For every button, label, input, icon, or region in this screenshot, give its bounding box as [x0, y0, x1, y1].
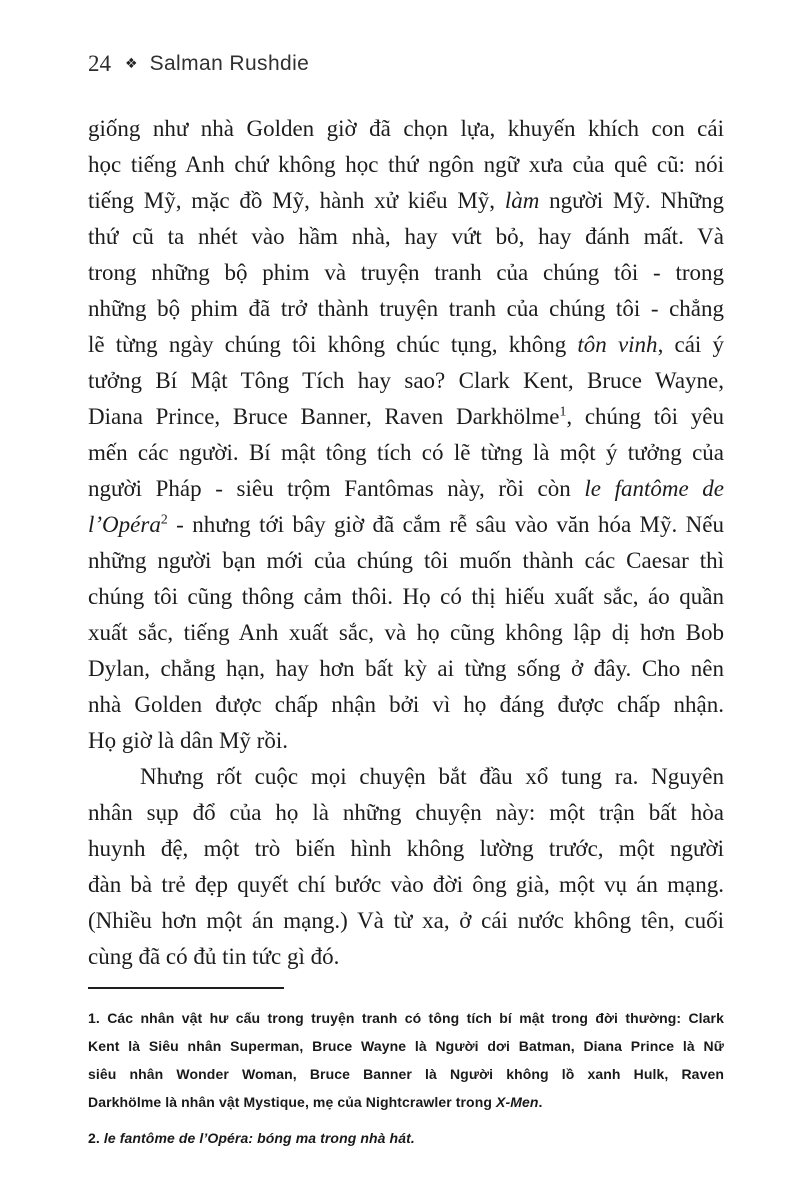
text-line [88, 1060, 724, 1088]
text-segment: , cái ý [657, 332, 724, 357]
diamond-ornament-icon: ❖ [125, 56, 138, 72]
footnote-marker: 1 [559, 403, 567, 419]
text-line [88, 615, 724, 651]
text-segment: huynh đệ, một trò biến hình không lường trước, một người [88, 836, 724, 861]
text-segment: nhà Golden được chấp nhận bởi vì họ đáng được chấp nhận. [88, 692, 724, 717]
footnote-separator [88, 987, 284, 989]
page-number: 24 [88, 51, 111, 76]
text-line [88, 1004, 724, 1032]
footnote [88, 1004, 724, 1116]
text-line [88, 471, 724, 507]
text-line [88, 363, 724, 399]
text-line [88, 795, 724, 831]
text-segment: Họ giờ là dân Mỹ rồi. [88, 728, 288, 753]
text-segment: Darkhölme là nhân vật Mystique, mẹ của Nightcrawler trong [88, 1094, 497, 1110]
text-segment: le fantôme de l’Opéra: bóng ma trong nhà hát. [103, 1130, 415, 1146]
paragraph [88, 759, 724, 975]
text-segment: X-Men [496, 1094, 539, 1110]
text-segment: Nhưng rốt cuộc mọi chuyện bắt đầu xổ tung ra. Nguyên [140, 764, 724, 789]
footnote-marker: 2 [160, 511, 168, 527]
paragraph [88, 111, 724, 759]
text-line [88, 723, 724, 759]
text-segment: l’Opéra [88, 512, 161, 537]
text-segment: giống như nhà Golden giờ đã chọn lựa, khuyến khích con cái [88, 116, 724, 141]
text-line [88, 507, 724, 543]
text-segment: mến các người. Bí mật tông tích có lẽ từng là một ý tưởng của [88, 440, 724, 465]
text-line [88, 831, 724, 867]
footnote [88, 1124, 724, 1152]
text-segment: , chúng tôi yêu [566, 404, 724, 429]
text-segment: cùng đã có đủ tin tức gì đó. [88, 944, 340, 969]
text-segment: nhân sụp đổ của họ là những chuyện này: một trận bất hòa [88, 800, 724, 825]
text-line [88, 687, 724, 723]
text-line [88, 579, 724, 615]
text-line [88, 867, 724, 903]
text-line [88, 759, 724, 795]
text-line [88, 939, 724, 975]
text-line [88, 111, 724, 147]
text-segment: - nhưng tới bây giờ đã cắm rễ sâu vào văn hóa Mỹ. Nếu [167, 512, 724, 537]
text-segment: . [538, 1094, 543, 1110]
text-line [88, 903, 724, 939]
text-segment: chúng tôi cũng thông cảm thôi. Họ có thị hiếu xuất sắc, áo quần [88, 584, 724, 609]
text-line [88, 543, 724, 579]
text-segment: lẽ từng ngày chúng tôi không chúc tụng, không [88, 332, 578, 357]
text-segment: 2. [88, 1130, 104, 1146]
text-segment: 1. Các nhân vật hư cấu trong truyện tranh có tông tích bí mật trong đời thường: Clark [88, 1010, 724, 1026]
text-segment: những người bạn mới của chúng tôi muốn thành các Caesar thì [88, 548, 724, 573]
text-segment: đàn bà trẻ đẹp quyết chí bước vào đời ông già, một vụ án mạng. [88, 872, 724, 897]
text-segment: Dylan, chẳng hạn, hay hơn bất kỳ ai từng sống ở đây. Cho nên [88, 656, 724, 681]
text-line [88, 291, 724, 327]
text-segment: tôn vinh [577, 332, 658, 357]
text-segment: (Nhiều hơn một án mạng.) Và từ xa, ở cái nước không tên, cuối [88, 908, 724, 933]
text-segment: những bộ phim đã trở thành truyện tranh của chúng tôi - chẳng [88, 296, 724, 321]
text-segment: học tiếng Anh chứ không học thứ ngôn ngữ xưa của quê cũ: nói [88, 152, 724, 177]
text-line [88, 1124, 724, 1152]
text-segment: làm [504, 188, 540, 213]
text-segment: người Pháp - siêu trộm Fantômas này, rồi còn [88, 476, 585, 501]
text-segment: xuất sắc, tiếng Anh xuất sắc, và họ cũng không lập dị hơn Bob [88, 620, 724, 645]
text-line [88, 327, 724, 363]
text-line [88, 435, 724, 471]
text-segment: siêu nhân Wonder Woman, Bruce Banner là Người không lồ xanh Hulk, Raven [88, 1066, 724, 1082]
body-text [88, 111, 724, 975]
page-header [88, 50, 724, 78]
text-line [88, 399, 724, 435]
text-line [88, 147, 724, 183]
text-line [88, 1088, 724, 1116]
text-segment: tiếng Mỹ, mặc đồ Mỹ, hành xử kiểu Mỹ, [88, 188, 505, 213]
text-line [88, 651, 724, 687]
text-segment: người Mỹ. Những [539, 188, 724, 213]
text-line [88, 219, 724, 255]
text-line [88, 183, 724, 219]
running-title: Salman Rushdie [149, 52, 310, 75]
text-line [88, 1032, 724, 1060]
footnotes [88, 1004, 724, 1152]
text-segment: trong những bộ phim và truyện tranh của chúng tôi - trong [88, 260, 724, 285]
text-segment: thứ cũ ta nhét vào hầm nhà, hay vứt bỏ, hay đánh mất. Và [88, 224, 724, 249]
text-segment: Kent là Siêu nhân Superman, Bruce Wayne là Người dơi Batman, Diana Prince là Nữ [88, 1038, 724, 1054]
text-segment: tưởng Bí Mật Tông Tích hay sao? Clark Kent, Bruce Wayne, [88, 368, 724, 393]
text-line [88, 255, 724, 291]
text-segment: Diana Prince, Bruce Banner, Raven Darkhölme [88, 404, 560, 429]
text-segment: le fantôme de [584, 476, 724, 501]
